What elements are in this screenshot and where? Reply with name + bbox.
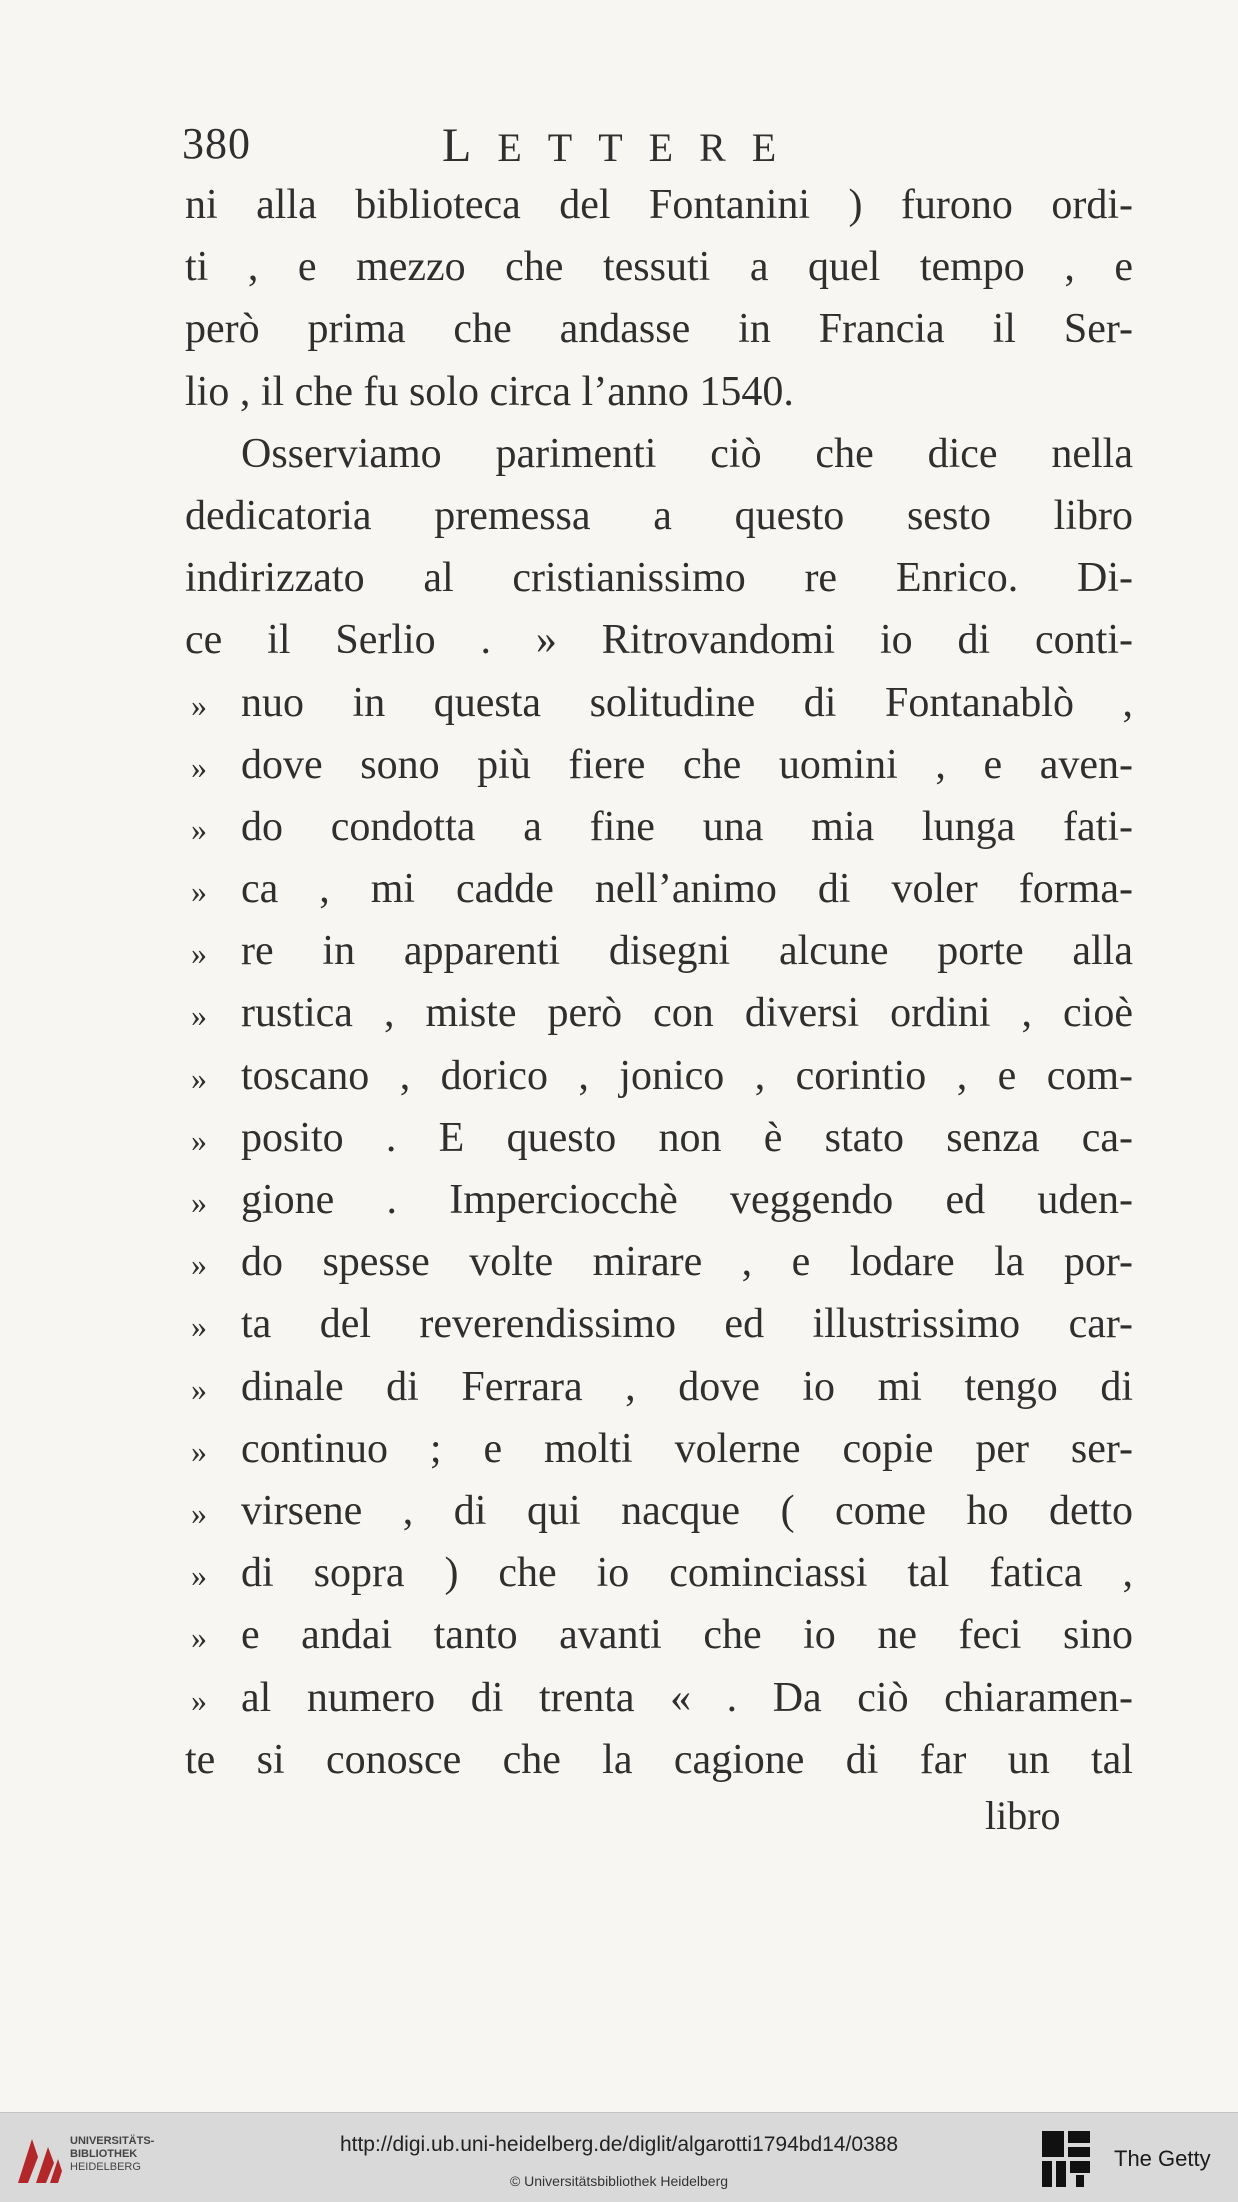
text-line-content: gione . Imperciocchè veggendo ed uden- (241, 1177, 1133, 1223)
text-line-content: di sopra ) che io cominciassi tal fatica , (241, 1550, 1133, 1597)
text-line-content: però prima che andasse in Francia il Ser- (185, 306, 1133, 353)
quote-mark: » (191, 997, 207, 1034)
text-line (185, 1418, 1133, 1480)
text-line (185, 858, 1133, 920)
text-line (185, 361, 1133, 423)
text-line (185, 1356, 1133, 1418)
running-title-rest: ETTERE (497, 125, 803, 170)
quote-mark: » (191, 1246, 207, 1283)
text-line (185, 298, 1133, 360)
running-title (442, 118, 802, 173)
text-line (185, 1231, 1133, 1293)
viewer-footer (0, 2112, 1238, 2202)
text-line-content: Osserviamo parimenti ciò che dice nella (241, 430, 1133, 477)
quote-mark: » (191, 1432, 207, 1469)
running-title-initial: L (442, 119, 498, 172)
text-line (185, 174, 1133, 236)
text-line-content: e andai tanto avanti che io ne feci sino (241, 1612, 1133, 1659)
text-line-content: posito . E questo non è stato senza ca- (241, 1114, 1133, 1161)
text-line-content: virsene , di qui nacque ( come ho detto (241, 1487, 1133, 1534)
text-line (185, 1169, 1133, 1231)
text-line-content: re in apparenti disegni alcune porte alla (241, 928, 1133, 975)
permalink-url[interactable]: http://digi.ub.uni-heidelberg.de/diglit/algarotti1794bd14/0388 (339, 2133, 899, 2156)
page-header (182, 118, 1132, 178)
quote-mark: » (191, 1681, 207, 1718)
library-name-line2: BIBLIOTHEK (70, 2148, 138, 2160)
page-number: 380 (182, 119, 251, 168)
text-line-content: nuo in questa solitudine di Fontanablò , (241, 679, 1133, 726)
text-line (185, 1045, 1133, 1107)
text-line-content: toscano , dorico , jonico , corintio , e com- (241, 1052, 1133, 1099)
quote-mark: » (191, 1370, 207, 1407)
text-line-content: ca , mi cadde nell’animo di voler forma- (241, 866, 1133, 913)
text-line-content: al numero di trenta « . Da ciò chiaramen- (241, 1674, 1133, 1721)
text-line-content: ce il Serlio . » Ritrovandomi io di conti- (185, 617, 1133, 664)
text-line (185, 1667, 1133, 1729)
text-line (185, 236, 1133, 298)
text-line (185, 1604, 1133, 1666)
quote-mark: » (191, 1557, 207, 1594)
text-line (185, 547, 1133, 609)
text-line-content: rustica , miste però con diversi ordini , cioè (241, 990, 1133, 1037)
text-line (185, 1542, 1133, 1604)
text-line-content: dinale di Ferrara , dove io mi tengo di (241, 1363, 1133, 1410)
quote-mark: » (191, 810, 207, 847)
quote-mark: » (191, 1494, 207, 1531)
text-line-content: dove sono più fiere che uomini , e aven- (241, 741, 1133, 788)
text-line-content: dedicatoria premessa a questo sesto libro (185, 492, 1133, 539)
text-line-content: ti , e mezzo che tessuti a quel tempo , e (185, 244, 1133, 291)
library-name-line3: HEIDELBERG (70, 2161, 141, 2173)
quote-mark: » (191, 1059, 207, 1096)
text-line (185, 982, 1133, 1044)
catchword: libro (985, 1793, 1061, 1838)
text-line (185, 1107, 1133, 1169)
quote-mark: » (191, 935, 207, 972)
text-line (185, 609, 1133, 671)
copyright-notice: © Universitätsbibliothek Heidelberg (509, 2173, 729, 2189)
text-line (185, 672, 1133, 734)
quote-mark: » (191, 686, 207, 723)
body-text (185, 174, 1133, 1791)
getty-logo-icon (1040, 2129, 1092, 2189)
quote-mark: » (191, 873, 207, 910)
text-line (185, 1729, 1133, 1791)
text-line (185, 920, 1133, 982)
text-line-content: te si conosce che la cagione di far un tal (185, 1736, 1133, 1783)
text-line (185, 423, 1133, 485)
quote-mark: » (191, 1121, 207, 1158)
text-line (185, 1293, 1133, 1355)
quote-mark: » (191, 1308, 207, 1345)
text-line (185, 734, 1133, 796)
text-line-content: indirizzato al cristianissimo re Enrico. Di- (185, 555, 1133, 602)
text-line (185, 485, 1133, 547)
text-line-content: continuo ; e molti volerne copie per ser- (241, 1425, 1133, 1472)
text-line-content: lio , il che fu solo circa l’anno 1540. (185, 368, 794, 415)
quote-mark: » (191, 748, 207, 785)
text-line-content: ni alla biblioteca del Fontanini ) furono ordi- (185, 182, 1133, 228)
text-line (185, 1480, 1133, 1542)
library-name-line1: UNIVERSITÄTS- (70, 2135, 155, 2147)
text-line (185, 796, 1133, 858)
text-line-content: do spesse volte mirare , e lodare la por- (241, 1239, 1133, 1286)
quote-mark: » (191, 1184, 207, 1220)
text-line-content: ta del reverendissimo ed illustrissimo car- (241, 1301, 1133, 1348)
partner-name: The Getty (1114, 2146, 1211, 2171)
text-line-content: do condotta a fine una mia lunga fati- (241, 803, 1133, 850)
quote-mark: » (191, 1619, 207, 1656)
